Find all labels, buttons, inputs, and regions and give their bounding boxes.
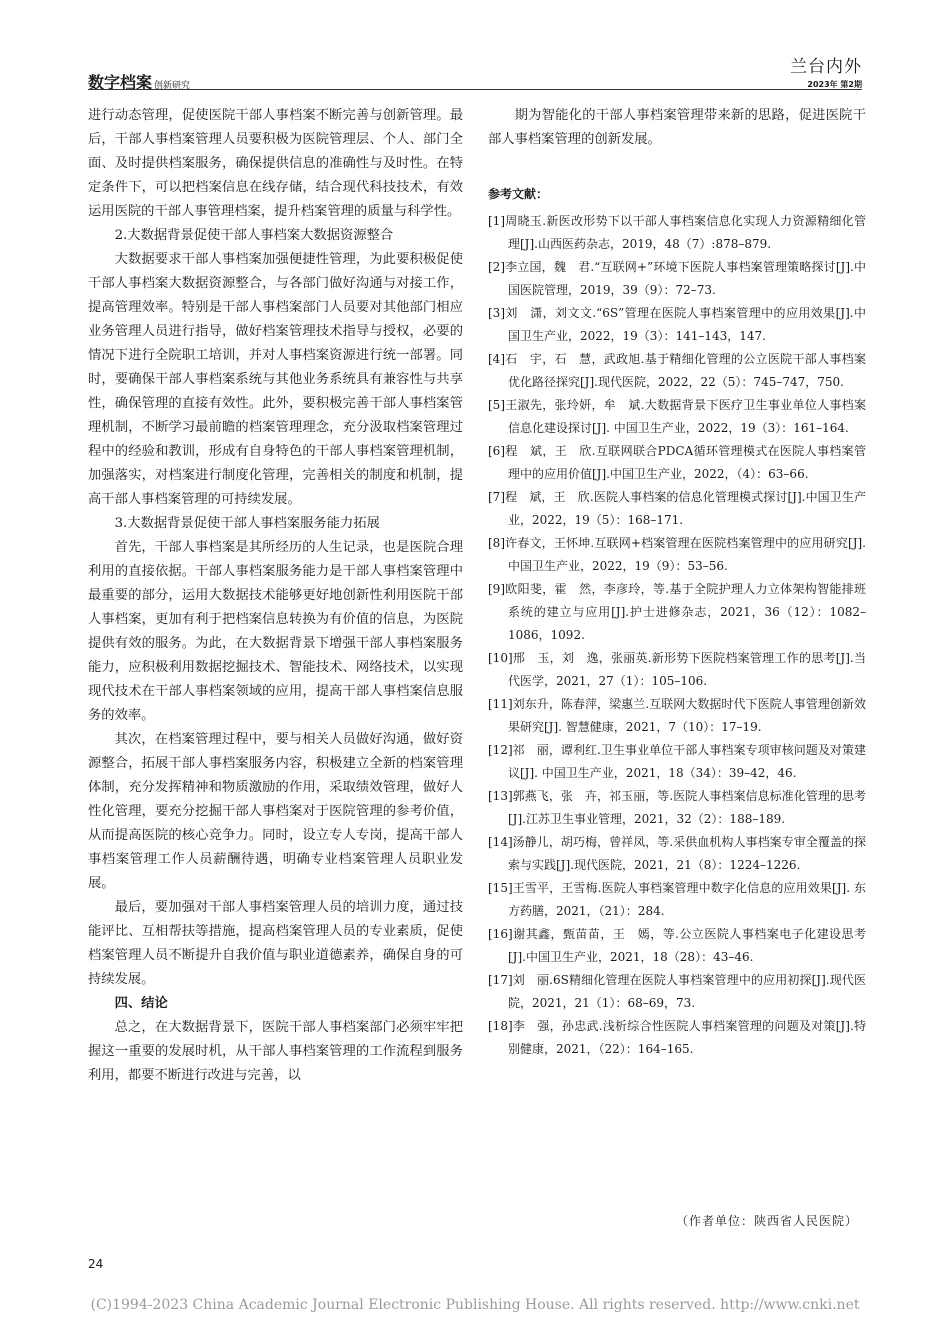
paragraph: 首先，干部人事档案是其所经历的人生记录，也是医院合理利用的直接依据。干部人事档案服务能力是干部人事档案管理中最重要的部分，运用大数据技术能够更好地创新性利用医院干部人事档案，更加有利于把档案信息转换为有价值的信息，为医院提供有效的服务。为此，在大数据背景下增强干部人事档案服务能力，应积极利用数据挖掘技术、智能技术、网络技术，以实现现代技术在干部人事档案领域的应用，提高干部人事档案信息服务的效率。	[88, 540, 463, 723]
author-affiliation: （作者单位：陕西省人民医院）	[675, 1214, 858, 1228]
page-number: 24	[88, 1257, 104, 1271]
reference-item: [2]李立国，魏 君.“互联网+”环境下医院人事档案管理策略探讨[J].中国医院管理，2019，39（9）：72–73.	[488, 260, 866, 297]
reference-item: [1]周晓玉.新医改形势下以干部人事档案信息化实现人力资源精细化管理[J].山西医药杂志，2019，48（7）:878–879.	[488, 214, 866, 251]
reference-item: [18]李 强，孙忠武.浅析综合性医院人事档案管理的问题及对策[J].特别健康，2021，（22）：164–165.	[488, 1019, 866, 1056]
reference-item: [16]谢其鑫，甄苗苗，王 嫣，等.公立医院人事档案电子化建设思考[J].中国卫生产业，2021，18（28）：43–46.	[488, 927, 866, 964]
left-column	[88, 104, 463, 1088]
header-divider	[88, 89, 862, 90]
paragraph: 总之，在大数据背景下，医院干部人事档案部门必须牢牢把握这一重要的发展时机，从干部人事档案管理的工作流程到服务利用，都要不断进行改进与完善，以	[88, 1020, 463, 1083]
section-heading: 3.大数据背景促使干部人事档案服务能力拓展	[114, 516, 380, 531]
right-column	[488, 104, 866, 1061]
reference-item: [14]汤静儿，胡巧梅，曾祥凤，等.采供血机构人事档案专审全覆盖的探索与实践[J].现代医院，2021，21（8）：1224–1226.	[488, 835, 866, 872]
paragraph: 最后，要加强对干部人事档案管理人员的培训力度，通过技能评比、互相帮扶等措施，提高档案管理人员的专业素质，促使档案管理人员不断提升自我价值与职业道德素养，确保自身的可持续发展。	[88, 900, 463, 987]
journal-header	[790, 52, 862, 90]
reference-item: [5]王淑先，张玲妍，牟 斌.大数据背景下医疗卫生事业单位人事档案信息化建设探讨[J]. 中国卫生产业，2022，19（3）：161–164.	[488, 398, 866, 435]
reference-item: [11]刘东升，陈春萍，梁惠兰.互联网大数据时代下医院人事管理创新效果研究[J]. 智慧健康，2021，7（10）：17–19.	[488, 697, 866, 734]
paragraph: 期为智能化的干部人事档案管理带来新的思路，促进医院干部人事档案管理的创新发展。	[488, 108, 866, 147]
paragraph: 大数据要求干部人事档案加强便捷性管理，为此要积极促使干部人事档案大数据资源整合，与各部门做好沟通与对接工作，提高管理效率。特别是干部人事档案部门人员要对其他部门相应业务管理人员进行指导，做好档案管理技术指导与授权，必要的情况下进行全院职工培训，并对人事档案资源进行统一部署。同时，要确保干部人事档案系统与其他业务系统具有兼容性与共享性，确保管理的直接有效性。此外，要积极完善干部人事档案管理机制，不断学习最前瞻的档案管理理念，充分汲取档案管理过程中的经验和教训，形成有自身特色的干部人事档案管理机制，加强落实，对档案进行制度化管理，完善相关的制度和机制，提高干部人事档案管理的可持续发展。	[88, 252, 463, 507]
reference-item: [15]王雪平，王雪梅.医院人事档案管理中数字化信息的应用效果[J]. 东方药膳，2021，（21）：284.	[488, 881, 866, 918]
section-heading: 2.大数据背景促使干部人事档案大数据资源整合	[114, 228, 394, 243]
reference-item: [10]邢 玉，刘 逸，张丽英.新形势下医院档案管理工作的思考[J].当代医学，2021，27（1）：105–106.	[488, 651, 866, 688]
issue-label: 2023年 第2期	[807, 80, 862, 89]
references-list	[488, 210, 866, 1061]
reference-item: [9]欧阳斐，霍 然，李彦玲，等.基于全院护理人力立体架构智能排班系统的建立与应用[J].护士进修杂志，2021，36（12）：1082–1086，1092.	[488, 582, 866, 642]
reference-item: [17]刘 丽.6S精细化管理在医院人事档案管理中的应用初探[J].现代医院，2021，21（1）：68–69，73.	[488, 973, 866, 1010]
brand-title: 数字档案	[88, 73, 153, 92]
reference-item: [13]郭燕飞，张 卉，祁玉丽，等.医院人事档案信息标准化管理的思考[J].江苏卫生事业管理，2021，32（2）：188–189.	[488, 789, 866, 826]
reference-item: [8]许春文，王怀坤.互联网+档案管理在医院档案管理中的应用研究[J]. 中国卫生产业，2022，19（9）：53–56.	[488, 536, 866, 573]
reference-item: [6]程 斌，王 欣.互联网联合PDCA循环管理模式在医院人事档案管理中的应用价值[J].中国卫生产业，2022，（4）：63–66.	[488, 444, 866, 481]
reference-item: [4]石 宇，石 慧，武政旭.基于精细化管理的公立医院干部人事档案优化路径探究[J].现代医院，2022，22（5）：745–747，750.	[488, 352, 866, 389]
conclusion-heading: 四、结论	[114, 996, 168, 1011]
copyright-footer: (C)1994-2023 China Academic Journal Electronic Publishing House. All rights reserved. http://www.cnki.net	[90, 1297, 860, 1313]
magazine-title: 兰台内外	[790, 57, 862, 77]
paragraph: 其次，在档案管理过程中，要与相关人员做好沟通，做好资源整合，拓展干部人事档案服务内容，积极建立全新的档案管理体制，充分发挥精神和物质激励的作用，采取绩效管理，做好人性化管理，要充分挖掘干部人事档案对于医院管理的参考价值，从而提高医院的核心竞争力。同时，设立专人专岗，提高干部人事档案管理工作人员薪酬待遇，明确专业档案管理人员职业发展。	[88, 732, 463, 891]
reference-item: [7]程 斌，王 欣.医院人事档案的信息化管理模式探讨[J].中国卫生产业，2022，19（5）：168–171.	[488, 490, 866, 527]
reference-item: [12]祁 丽，谭利红.卫生事业单位干部人事档案专项审核问题及对策建议[J]. 中国卫生产业，2021，18（34）：39–42，46.	[488, 743, 866, 780]
references-title: 参考文献：	[488, 187, 549, 201]
paragraph: 进行动态管理，促使医院干部人事档案不断完善与创新管理。最后，干部人事档案管理人员要积极为医院管理层、个人、部门全面、及时提供档案服务，确保提供信息的准确性与及时性。在特定条件下，可以把档案信息在线存储，结合现代科技技术，有效运用医院的干部人事管理档案，提升档案管理的质量与科学性。	[88, 108, 463, 219]
brand-subtitle: 创新研究	[154, 81, 191, 91]
reference-item: [3]刘 潇，刘文文.“6S”管理在医院人事档案管理中的应用效果[J].中国卫生产业，2022，19（3）：141–143，147.	[488, 306, 866, 343]
